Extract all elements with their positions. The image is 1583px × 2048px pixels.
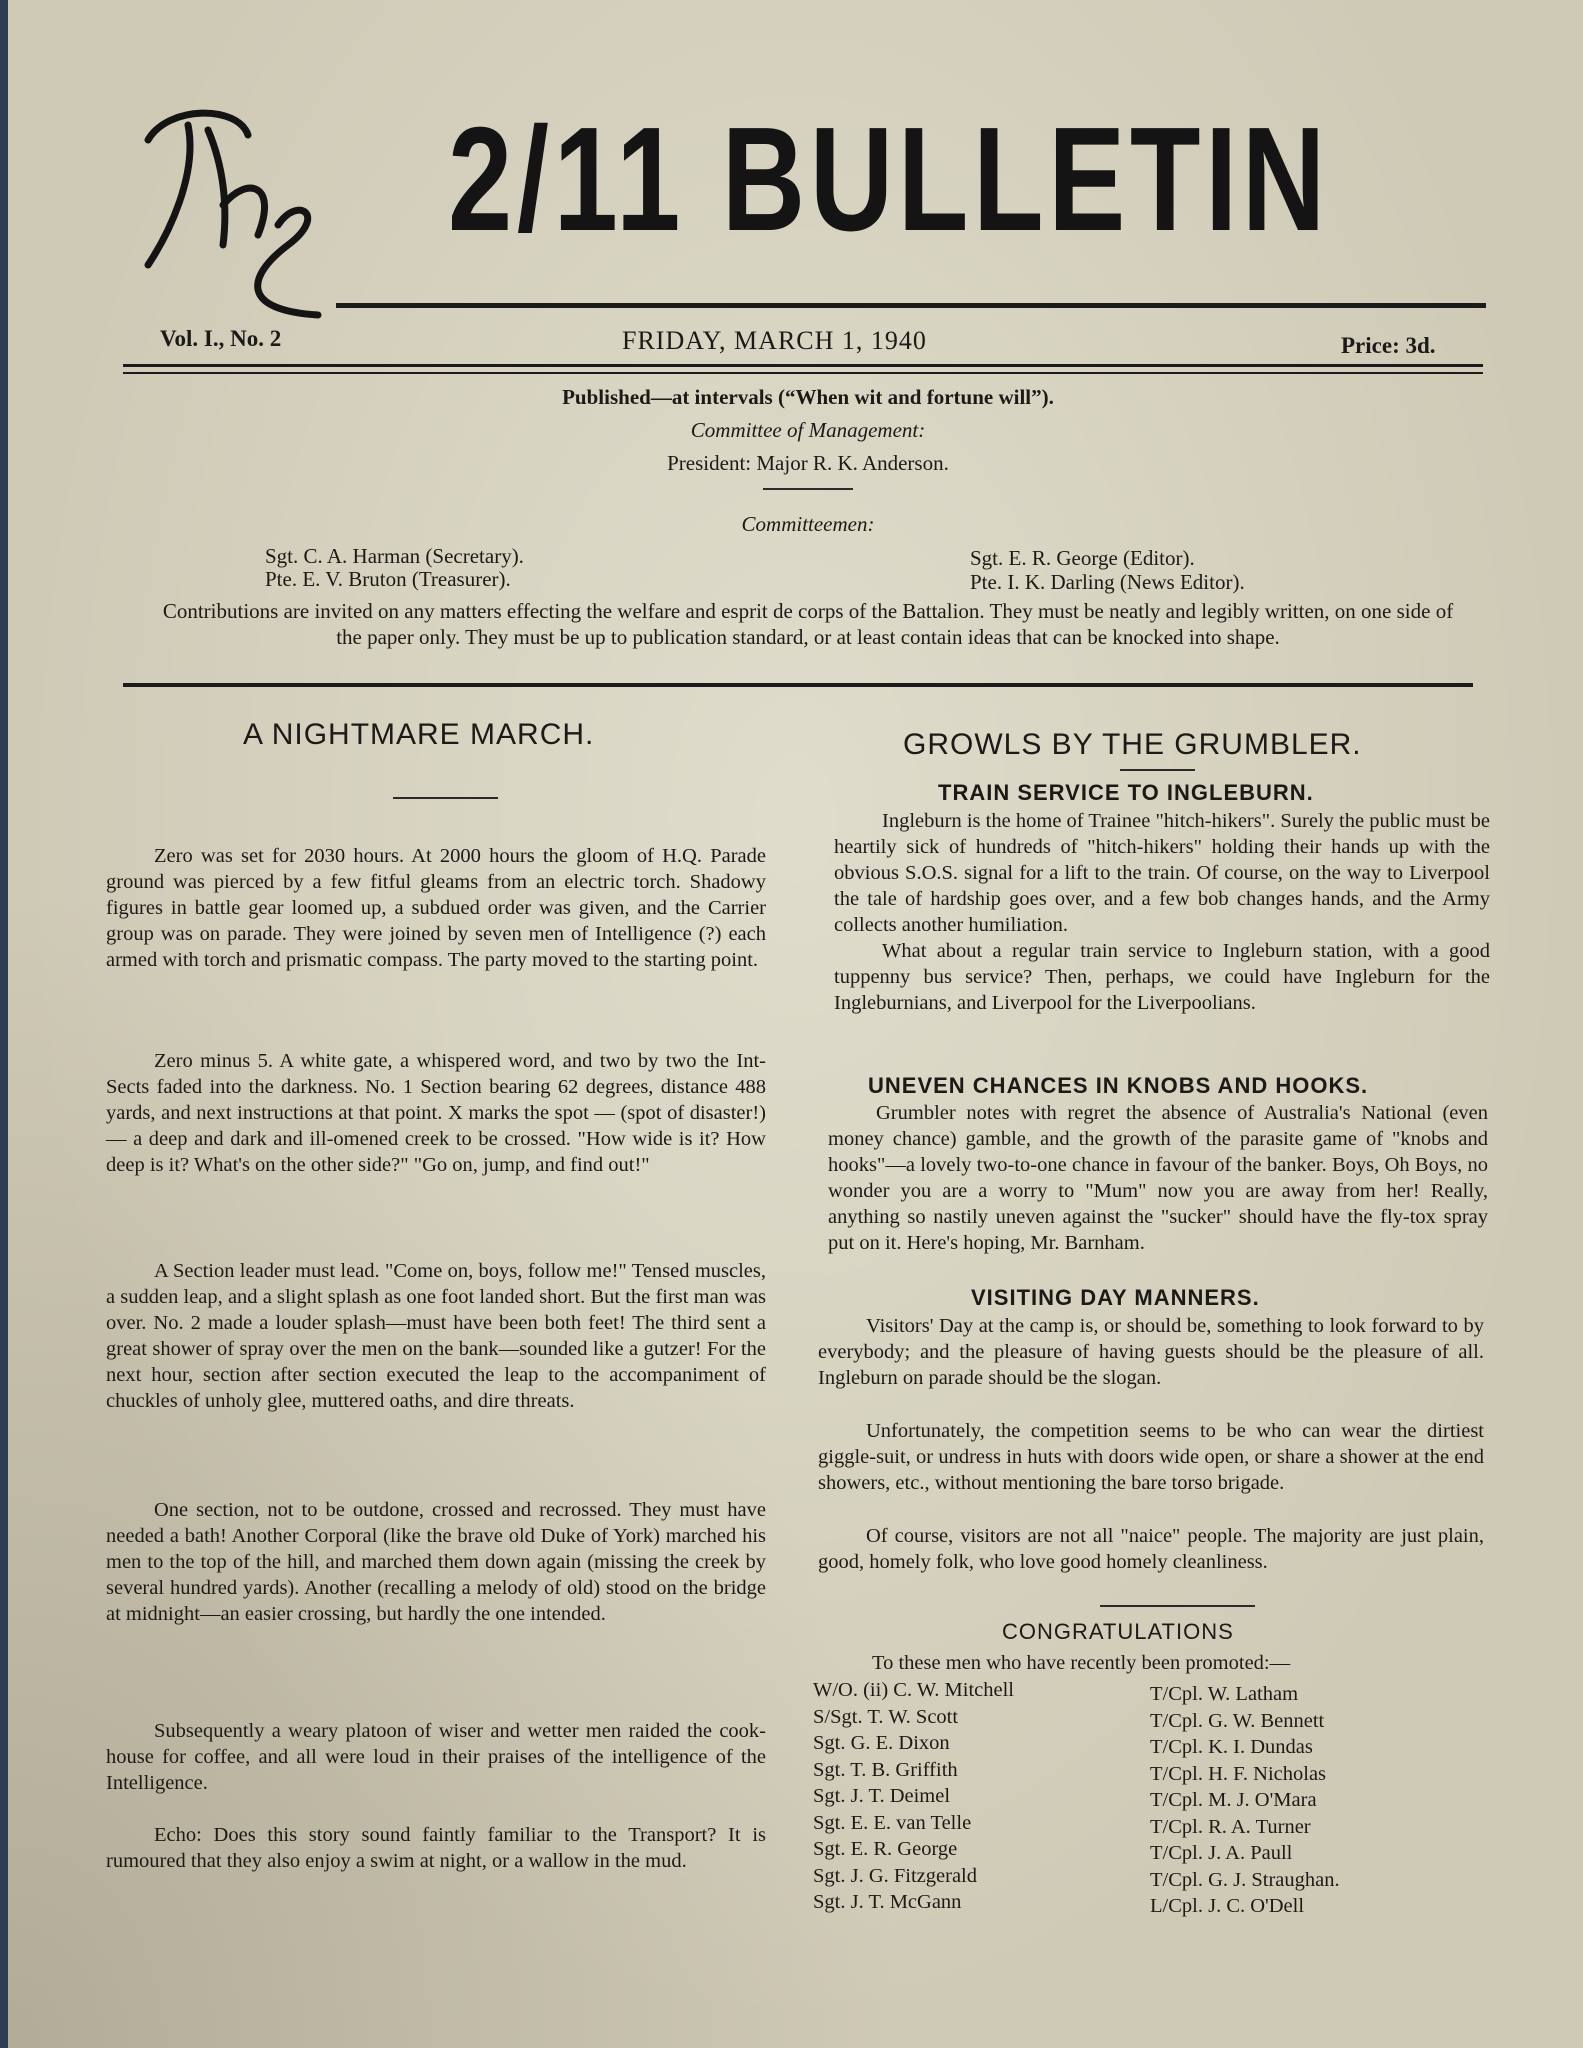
promoted-name: T/Cpl. G. J. Straughan. [1150,1868,1340,1891]
promoted-name: T/Cpl. J. A. Paull [1150,1842,1293,1864]
section-paragraph: Unfortunately, the competition seems to be who can wear the dirtiest giggle-suit, or undress in huts with doors wide open, or share a shower at the end showers, etc., without mentioning the bare torso brigade. [818,1420,1484,1494]
issue-date: FRIDAY, MARCH 1, 1940 [622,326,927,355]
promoted-name: T/Cpl. W. Latham [1150,1683,1299,1705]
promoted-name: Sgt. J. T. Deimel [813,1785,951,1807]
headline-divider [1120,769,1195,771]
promoted-name: T/Cpl. H. F. Nicholas [1150,1762,1327,1785]
president-line: President: Major R. K. Anderson. [667,451,949,475]
header-double-rule-bottom [123,372,1483,374]
section-paragraph: Grumbler notes with regret the absence of Australia's National (even money chance) gamble, and the growth of the parasite game of "knobs and hooks"—a lovely two-to-one chance in favour of the banker. Boys, Oh Boys, no wonder you are a worry to "Mum" now you are away from her! Really, anything so nastily uneven against the "sucker" should have the fly-tox spray put on it. Here's hoping, Mr. Barnham. [828,1102,1488,1254]
committee-member: Sgt. C. A. Harman (Secretary). [265,544,524,568]
article-paragraph: Echo: Does this story sound faintly familiar to the Transport? It is rumoured that they also enjoy a swim at night, or a wallow in the mud. [106,1824,766,1872]
congratulations-title: CONGRATULATIONS [1002,1619,1234,1644]
section-title: TRAIN SERVICE TO INGLEBURN. [938,780,1314,805]
section-paragraph: Of course, visitors are not all "naice" people. The majority are just plain, good, homely folk, who love good homely cleanliness. [818,1525,1484,1573]
section-rule [123,683,1473,687]
masthead-title: 2/11 BULLETIN [448,97,1330,262]
committee-member: Sgt. E. R. George (Editor). [970,546,1195,570]
section-paragraph: What about a regular train service to Ingleburn station, with a good tuppenny bus service? Then, perhaps, we could have Ingleburn for the Ingleburnians, and Liverpool for the Liverpoolians. [834,940,1490,1014]
promoted-list-right [1150,1681,1340,1920]
section-paragraph: Visitors' Day at the camp is, or should be, something to look forward to by everybody; and the pleasure of having guests should be the pleasure of all. Ingleburn on parade should be the slogan. [818,1315,1484,1389]
promoted-name: S/Sgt. T. W. Scott [813,1705,959,1728]
promoted-name: Sgt. J. G. Fitzgerald [813,1864,977,1887]
committee-member: Pte. E. V. Bruton (Treasurer). [265,567,511,591]
promoted-name: Sgt. E. E. van Telle [813,1811,972,1834]
promoted-name: Sgt. E. R. George [813,1838,958,1860]
article-paragraph: Zero was set for 2030 hours. At 2000 hours the gloom of H.Q. Parade ground was pierced by a few fitful gleams from an electric torch. Shadowy figures in battle gear loomed up, a subdued order was given, and the Carrier group was on parade. They were joined by seven men of Intelligence (?) each armed with torch and prismatic compass. The party moved to the starting point. [106,845,766,971]
section-title: UNEVEN CHANCES IN KNOBS AND HOOKS. [868,1073,1369,1098]
section-paragraph: Ingleburn is the home of Trainee "hitch-hikers". Surely the public must be heartily sick of hundreds of "hitch-hikers" holding their hands up with the obvious S.O.S. signal for a lift to the train. Of course, on the way to Liverpool the tale of hardship goes over, and a few bob changes hands, and the Army collects another humiliation. [834,810,1490,936]
promoted-list-left [813,1677,1014,1916]
masthead-rule [336,303,1486,308]
newspaper-page [8,0,1583,2048]
committee-heading: Committee of Management: [690,418,926,442]
divider [1100,1605,1255,1607]
committee-member: Pte. I. K. Darling (News Editor). [970,570,1245,594]
promoted-name: T/Cpl. R. A. Turner [1150,1815,1311,1838]
script-the-logo [128,95,348,320]
publication-note: Published—at intervals (“When wit and fortune will”). [562,385,1054,409]
price: Price: 3d. [1341,333,1436,358]
congratulations-intro: To these men who have recently been promoted:— [872,1652,1291,1674]
volume-number: Vol. I., No. 2 [160,326,282,351]
article-paragraph: Subsequently a weary platoon of wiser and wetter men raided the cook-house for coffee, and all were loud in their praises of the intelligence of the Intelligence. [106,1720,766,1794]
article-paragraph: One section, not to be outdone, crossed and recrossed. They must have needed a bath! Another Corporal (like the brave old Duke of York) marched his men to the top of the hill, and marched them down again (missing the creek by several hundred yards). Another (recalling a melody of old) stood on the bridge at midnight—an easier crossing, but hardly the one intended. [106,1499,766,1625]
contributions-notice: Contributions are invited on any matters effecting the welfare and esprit de corps of the Battalion. They must be neatly and legibly written, on one side of the paper only. They must be up to publication standard, or at least contain ideas that can be knocked into shape. [162,599,1454,649]
article-headline: A NIGHTMARE MARCH. [243,718,595,751]
promoted-name: L/Cpl. J. C. O'Dell [1150,1895,1305,1917]
column-headline: GROWLS BY THE GRUMBLER. [903,728,1362,761]
promoted-name: Sgt. J. T. McGann [813,1891,962,1913]
headline-divider [393,797,498,799]
committeemen-heading: Committeemen: [741,512,875,536]
promoted-name: W/O. (ii) C. W. Mitchell [813,1679,1014,1701]
promoted-name: T/Cpl. G. W. Bennett [1150,1709,1325,1732]
promoted-name: T/Cpl. M. J. O'Mara [1150,1789,1317,1811]
promoted-name: Sgt. T. B. Griffith [813,1758,958,1781]
promoted-name: Sgt. G. E. Dixon [813,1732,950,1754]
divider [763,488,853,490]
section-title: VISITING DAY MANNERS. [971,1285,1260,1310]
promoted-name: T/Cpl. K. I. Dundas [1150,1736,1313,1758]
article-paragraph: Zero minus 5. A white gate, a whispered word, and two by two the Int-Sects faded into the darkness. No. 1 Section bearing 62 degrees, distance 488 yards, and next instructions at that point. X marks the spot — (spot of disaster!) — a deep and dark and ill-omened creek to be crossed. "How wide is it? How deep is it? What's on the other side?" "Go on, jump, and find out!" [106,1050,766,1176]
header-double-rule-top [123,364,1483,367]
article-paragraph: A Section leader must lead. "Come on, boys, follow me!" Tensed muscles, a sudden leap, and a slight splash as one foot landed short. But the first man was over. No. 2 made a louder splash—must have been both feet! The third sent a great shower of spray over the men on the bank—sounded like a gutzer! For the next hour, section after section executed the leap to the accompaniment of chuckles of unholy glee, muttered oaths, and dire threats. [106,1260,766,1412]
